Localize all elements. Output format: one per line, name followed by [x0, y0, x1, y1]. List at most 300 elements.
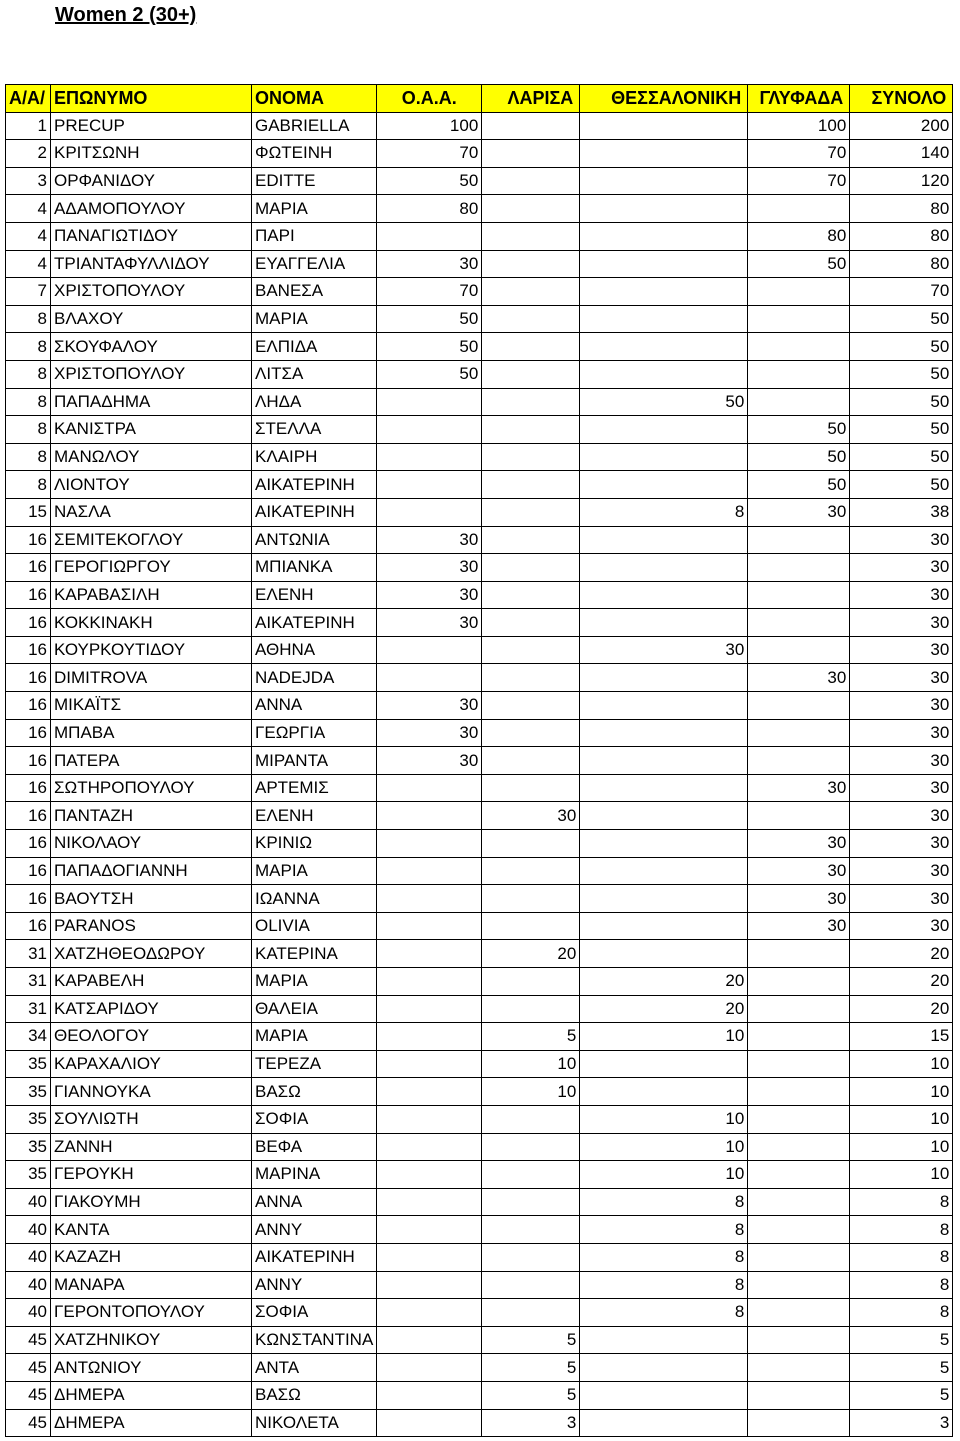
- rank-cell: 8: [6, 360, 51, 388]
- thessaloniki-points-cell: [580, 830, 748, 858]
- thessaloniki-points-cell: [580, 747, 748, 775]
- name-cell: ΦΩΤΕΙΝΗ: [252, 140, 377, 168]
- glyfada-points-cell: [748, 305, 850, 333]
- club-points-cell: [377, 222, 482, 250]
- glyfada-points-cell: 30: [748, 774, 850, 802]
- name-cell: ΑΝΝΑ: [252, 692, 377, 720]
- larisa-points-cell: [482, 388, 580, 416]
- rank-cell: 31: [6, 940, 51, 968]
- larisa-points-cell: [482, 195, 580, 223]
- table-row: [6, 1271, 953, 1299]
- table-row: [6, 443, 953, 471]
- club-points-cell: 30: [377, 609, 482, 637]
- table-row: [6, 968, 953, 996]
- thessaloniki-points-cell: 8: [580, 1243, 748, 1271]
- header-glyfada: ΓΛΥΦΑΔΑ: [748, 85, 850, 113]
- name-cell: ΛΗΔΑ: [252, 388, 377, 416]
- rank-cell: 16: [6, 636, 51, 664]
- club-points-cell: [377, 1023, 482, 1051]
- name-cell: ΓΕΩΡΓΙΑ: [252, 719, 377, 747]
- table-row: [6, 1299, 953, 1327]
- total-points-cell: 10: [850, 1105, 953, 1133]
- thessaloniki-points-cell: [580, 774, 748, 802]
- larisa-points-cell: 20: [482, 940, 580, 968]
- total-points-cell: 30: [850, 526, 953, 554]
- table-row: [6, 471, 953, 499]
- rank-cell: 34: [6, 1023, 51, 1051]
- rank-cell: 4: [6, 222, 51, 250]
- rank-cell: 31: [6, 968, 51, 996]
- table-row: [6, 554, 953, 582]
- glyfada-points-cell: 30: [748, 498, 850, 526]
- thessaloniki-points-cell: 8: [580, 1299, 748, 1327]
- larisa-points-cell: 10: [482, 1078, 580, 1106]
- glyfada-points-cell: 30: [748, 885, 850, 913]
- club-points-cell: 70: [377, 140, 482, 168]
- table-row: [6, 1161, 953, 1189]
- name-cell: ΣΟΦΙΑ: [252, 1299, 377, 1327]
- surname-cell: ΣΚΟΥΦΑΛΟΥ: [51, 333, 252, 361]
- rank-cell: 35: [6, 1105, 51, 1133]
- club-points-cell: [377, 498, 482, 526]
- total-points-cell: 10: [850, 1078, 953, 1106]
- surname-cell: ΚΑΡΑΧΑΛΙΟΥ: [51, 1050, 252, 1078]
- rank-cell: 40: [6, 1271, 51, 1299]
- total-points-cell: 50: [850, 443, 953, 471]
- thessaloniki-points-cell: [580, 112, 748, 140]
- rank-cell: 1: [6, 112, 51, 140]
- table-row: [6, 664, 953, 692]
- header-surname: ΕΠΩΝΥΜΟ: [51, 85, 252, 113]
- thessaloniki-points-cell: [580, 278, 748, 306]
- thessaloniki-points-cell: [580, 664, 748, 692]
- glyfada-points-cell: 50: [748, 250, 850, 278]
- thessaloniki-points-cell: 8: [580, 498, 748, 526]
- table-row: [6, 1188, 953, 1216]
- surname-cell: ΓΕΡΟΓΙΩΡΓΟΥ: [51, 554, 252, 582]
- table-row: [6, 774, 953, 802]
- club-points-cell: 30: [377, 692, 482, 720]
- thessaloniki-points-cell: [580, 250, 748, 278]
- glyfada-points-cell: [748, 609, 850, 637]
- name-cell: ΜΑΡΙΑ: [252, 968, 377, 996]
- header-rank: Α/Α/: [6, 85, 51, 113]
- larisa-points-cell: [482, 1161, 580, 1189]
- total-points-cell: 30: [850, 885, 953, 913]
- glyfada-points-cell: [748, 1299, 850, 1327]
- header-name: ΟΝΟΜΑ: [252, 85, 377, 113]
- name-cell: ΑΙΚΑΤΕΡΙΝΗ: [252, 498, 377, 526]
- glyfada-points-cell: [748, 692, 850, 720]
- thessaloniki-points-cell: [580, 1326, 748, 1354]
- club-points-cell: [377, 857, 482, 885]
- name-cell: ΚΡΙΝΙΩ: [252, 830, 377, 858]
- thessaloniki-points-cell: 20: [580, 995, 748, 1023]
- total-points-cell: 80: [850, 195, 953, 223]
- table-row: [6, 995, 953, 1023]
- total-points-cell: 8: [850, 1271, 953, 1299]
- name-cell: ΑΝΝΥ: [252, 1216, 377, 1244]
- rank-cell: 16: [6, 747, 51, 775]
- larisa-points-cell: 5: [482, 1354, 580, 1382]
- surname-cell: PARANOS: [51, 912, 252, 940]
- club-points-cell: [377, 1161, 482, 1189]
- table-row: [6, 250, 953, 278]
- larisa-points-cell: 3: [482, 1409, 580, 1437]
- name-cell: ΜΙΡΑΝΤΑ: [252, 747, 377, 775]
- total-points-cell: 70: [850, 278, 953, 306]
- rank-cell: 16: [6, 581, 51, 609]
- total-points-cell: 30: [850, 554, 953, 582]
- larisa-points-cell: [482, 526, 580, 554]
- glyfada-points-cell: [748, 1216, 850, 1244]
- thessaloniki-points-cell: [580, 609, 748, 637]
- total-points-cell: 50: [850, 360, 953, 388]
- name-cell: OLIVIA: [252, 912, 377, 940]
- rank-cell: 16: [6, 774, 51, 802]
- larisa-points-cell: 5: [482, 1326, 580, 1354]
- surname-cell: ΧΑΤΖΗΝΙΚΟΥ: [51, 1326, 252, 1354]
- glyfada-points-cell: [748, 1409, 850, 1437]
- name-cell: ΑΝΝΑ: [252, 1188, 377, 1216]
- rank-cell: 40: [6, 1243, 51, 1271]
- thessaloniki-points-cell: [580, 554, 748, 582]
- surname-cell: ΜΙΚΑΪΤΣ: [51, 692, 252, 720]
- name-cell: ΚΛΑΙΡΗ: [252, 443, 377, 471]
- table-row: [6, 222, 953, 250]
- thessaloniki-points-cell: 30: [580, 636, 748, 664]
- rank-cell: 4: [6, 250, 51, 278]
- glyfada-points-cell: [748, 1050, 850, 1078]
- surname-cell: ΜΑΝΩΛΟΥ: [51, 443, 252, 471]
- club-points-cell: 30: [377, 719, 482, 747]
- thessaloniki-points-cell: [580, 305, 748, 333]
- larisa-points-cell: [482, 1188, 580, 1216]
- rank-cell: 8: [6, 388, 51, 416]
- rank-cell: 31: [6, 995, 51, 1023]
- table-row: [6, 609, 953, 637]
- club-points-cell: [377, 1188, 482, 1216]
- glyfada-points-cell: 50: [748, 471, 850, 499]
- club-points-cell: [377, 1326, 482, 1354]
- club-points-cell: [377, 1216, 482, 1244]
- thessaloniki-points-cell: [580, 802, 748, 830]
- rank-cell: 16: [6, 554, 51, 582]
- club-points-cell: [377, 443, 482, 471]
- thessaloniki-points-cell: [580, 333, 748, 361]
- larisa-points-cell: [482, 995, 580, 1023]
- name-cell: ΕΛΠΙΔΑ: [252, 333, 377, 361]
- larisa-points-cell: [482, 112, 580, 140]
- name-cell: ΣΟΦΙΑ: [252, 1105, 377, 1133]
- surname-cell: ΟΡΦΑΝΙΔΟΥ: [51, 167, 252, 195]
- glyfada-points-cell: 100: [748, 112, 850, 140]
- surname-cell: ΚΑΝΤΑ: [51, 1216, 252, 1244]
- name-cell: ΑΝΝΥ: [252, 1271, 377, 1299]
- total-points-cell: 80: [850, 250, 953, 278]
- larisa-points-cell: [482, 1299, 580, 1327]
- surname-cell: ΜΠΑΒΑ: [51, 719, 252, 747]
- club-points-cell: [377, 885, 482, 913]
- total-points-cell: 30: [850, 802, 953, 830]
- glyfada-points-cell: [748, 1326, 850, 1354]
- table-row: [6, 1326, 953, 1354]
- glyfada-points-cell: [748, 995, 850, 1023]
- club-points-cell: 30: [377, 250, 482, 278]
- club-points-cell: [377, 802, 482, 830]
- table-row: [6, 692, 953, 720]
- table-row: [6, 278, 953, 306]
- club-points-cell: [377, 1299, 482, 1327]
- rank-cell: 45: [6, 1326, 51, 1354]
- club-points-cell: [377, 1271, 482, 1299]
- larisa-points-cell: 30: [482, 802, 580, 830]
- surname-cell: ΚΡΙΤΣΩΝΗ: [51, 140, 252, 168]
- club-points-cell: [377, 1050, 482, 1078]
- glyfada-points-cell: 50: [748, 443, 850, 471]
- glyfada-points-cell: [748, 1078, 850, 1106]
- glyfada-points-cell: [748, 802, 850, 830]
- rank-cell: 16: [6, 912, 51, 940]
- club-points-cell: 30: [377, 581, 482, 609]
- total-points-cell: 8: [850, 1299, 953, 1327]
- name-cell: ΠΑΡΙ: [252, 222, 377, 250]
- glyfada-points-cell: 70: [748, 167, 850, 195]
- total-points-cell: 50: [850, 416, 953, 444]
- surname-cell: ΧΡΙΣΤΟΠΟΥΛΟΥ: [51, 278, 252, 306]
- thessaloniki-points-cell: [580, 1409, 748, 1437]
- larisa-points-cell: [482, 222, 580, 250]
- header-thessaloniki: ΘΕΣΣΑΛΟΝΙΚΗ: [580, 85, 748, 113]
- name-cell: ΑΝΤΩΝΙΑ: [252, 526, 377, 554]
- rank-cell: 45: [6, 1381, 51, 1409]
- name-cell: ΣΤΕΛΛΑ: [252, 416, 377, 444]
- surname-cell: ΧΑΤΖΗΘΕΟΔΩΡΟΥ: [51, 940, 252, 968]
- thessaloniki-points-cell: [580, 857, 748, 885]
- club-points-cell: [377, 1381, 482, 1409]
- larisa-points-cell: [482, 140, 580, 168]
- name-cell: ΑΙΚΑΤΕΡΙΝΗ: [252, 471, 377, 499]
- name-cell: ΒΑΣΩ: [252, 1078, 377, 1106]
- table-row: [6, 526, 953, 554]
- surname-cell: ΚΟΥΡΚΟΥΤΙΔΟΥ: [51, 636, 252, 664]
- club-points-cell: [377, 1133, 482, 1161]
- club-points-cell: [377, 1105, 482, 1133]
- larisa-points-cell: [482, 885, 580, 913]
- surname-cell: ΚΑΡΑΒΕΛΗ: [51, 968, 252, 996]
- surname-cell: ΒΑΟΥΤΣΗ: [51, 885, 252, 913]
- table-row: [6, 333, 953, 361]
- club-points-cell: 50: [377, 333, 482, 361]
- surname-cell: ΔΗΜΕΡΑ: [51, 1381, 252, 1409]
- club-points-cell: [377, 995, 482, 1023]
- surname-cell: ΠΑΤΕΡΑ: [51, 747, 252, 775]
- thessaloniki-points-cell: [580, 1078, 748, 1106]
- club-points-cell: [377, 1243, 482, 1271]
- table-row: [6, 885, 953, 913]
- name-cell: ΜΑΡΙΑ: [252, 857, 377, 885]
- thessaloniki-points-cell: 20: [580, 968, 748, 996]
- surname-cell: ΚΑΤΣΑΡΙΔΟΥ: [51, 995, 252, 1023]
- table-row: [6, 1243, 953, 1271]
- larisa-points-cell: [482, 1133, 580, 1161]
- surname-cell: ΑΔΑΜΟΠΟΥΛΟΥ: [51, 195, 252, 223]
- thessaloniki-points-cell: 50: [580, 388, 748, 416]
- total-points-cell: 8: [850, 1243, 953, 1271]
- surname-cell: ΔΗΜΕΡΑ: [51, 1409, 252, 1437]
- table-body: [6, 112, 953, 1437]
- name-cell: ΒΑΝΕΣΑ: [252, 278, 377, 306]
- rank-cell: 16: [6, 802, 51, 830]
- thessaloniki-points-cell: [580, 1381, 748, 1409]
- name-cell: ΑΙΚΑΤΕΡΙΝΗ: [252, 1243, 377, 1271]
- rank-cell: 3: [6, 167, 51, 195]
- glyfada-points-cell: [748, 1023, 850, 1051]
- table-row: [6, 1050, 953, 1078]
- thessaloniki-points-cell: 8: [580, 1188, 748, 1216]
- larisa-points-cell: [482, 857, 580, 885]
- total-points-cell: 50: [850, 388, 953, 416]
- club-points-cell: 30: [377, 554, 482, 582]
- thessaloniki-points-cell: [580, 1050, 748, 1078]
- larisa-points-cell: [482, 747, 580, 775]
- glyfada-points-cell: [748, 1354, 850, 1382]
- surname-cell: ΑΝΤΩΝΙΟΥ: [51, 1354, 252, 1382]
- rank-cell: 16: [6, 609, 51, 637]
- thessaloniki-points-cell: [580, 140, 748, 168]
- table-row: [6, 195, 953, 223]
- rank-cell: 16: [6, 664, 51, 692]
- larisa-points-cell: [482, 250, 580, 278]
- glyfada-points-cell: 50: [748, 416, 850, 444]
- rank-cell: 8: [6, 471, 51, 499]
- name-cell: ΕΥΑΓΓΕΛΙΑ: [252, 250, 377, 278]
- thessaloniki-points-cell: [580, 526, 748, 554]
- total-points-cell: 38: [850, 498, 953, 526]
- glyfada-points-cell: [748, 719, 850, 747]
- club-points-cell: 30: [377, 747, 482, 775]
- larisa-points-cell: [482, 636, 580, 664]
- surname-cell: ΓΕΡΟΥΚΗ: [51, 1161, 252, 1189]
- total-points-cell: 10: [850, 1050, 953, 1078]
- rank-cell: 35: [6, 1161, 51, 1189]
- total-points-cell: 20: [850, 940, 953, 968]
- larisa-points-cell: [482, 774, 580, 802]
- total-points-cell: 30: [850, 636, 953, 664]
- header-club: Ο.Α.Α.: [377, 85, 482, 113]
- larisa-points-cell: [482, 1105, 580, 1133]
- surname-cell: ΓΙΑΝΝΟΥΚΑ: [51, 1078, 252, 1106]
- table-row: [6, 1216, 953, 1244]
- rank-cell: 4: [6, 195, 51, 223]
- name-cell: ΑΙΚΑΤΕΡΙΝΗ: [252, 609, 377, 637]
- total-points-cell: 30: [850, 830, 953, 858]
- name-cell: ΒΑΣΩ: [252, 1381, 377, 1409]
- table-row: [6, 1133, 953, 1161]
- glyfada-points-cell: [748, 1105, 850, 1133]
- total-points-cell: 120: [850, 167, 953, 195]
- name-cell: ΝΙΚΟΛΕΤΑ: [252, 1409, 377, 1437]
- total-points-cell: 8: [850, 1216, 953, 1244]
- club-points-cell: [377, 664, 482, 692]
- larisa-points-cell: 5: [482, 1023, 580, 1051]
- rank-cell: 8: [6, 443, 51, 471]
- larisa-points-cell: [482, 1216, 580, 1244]
- total-points-cell: 50: [850, 333, 953, 361]
- table-row: [6, 112, 953, 140]
- name-cell: NADEJDA: [252, 664, 377, 692]
- larisa-points-cell: [482, 692, 580, 720]
- rank-cell: 40: [6, 1216, 51, 1244]
- larisa-points-cell: [482, 968, 580, 996]
- total-points-cell: 30: [850, 774, 953, 802]
- total-points-cell: 30: [850, 664, 953, 692]
- rank-cell: 15: [6, 498, 51, 526]
- table-row: [6, 1023, 953, 1051]
- club-points-cell: 70: [377, 278, 482, 306]
- page-title: Women 2 (30+): [55, 4, 197, 26]
- table-row: [6, 912, 953, 940]
- table-row: [6, 1105, 953, 1133]
- total-points-cell: 10: [850, 1161, 953, 1189]
- rank-cell: 35: [6, 1078, 51, 1106]
- table-row: [6, 360, 953, 388]
- rank-cell: 8: [6, 333, 51, 361]
- glyfada-points-cell: 80: [748, 222, 850, 250]
- name-cell: GABRIELLA: [252, 112, 377, 140]
- glyfada-points-cell: [748, 526, 850, 554]
- total-points-cell: 8: [850, 1188, 953, 1216]
- total-points-cell: 5: [850, 1354, 953, 1382]
- glyfada-points-cell: [748, 940, 850, 968]
- surname-cell: ΚΑΝΙΣΤΡΑ: [51, 416, 252, 444]
- glyfada-points-cell: 30: [748, 912, 850, 940]
- table-row: [6, 140, 953, 168]
- thessaloniki-points-cell: [580, 719, 748, 747]
- surname-cell: ΚΑΖΑΖΗ: [51, 1243, 252, 1271]
- larisa-points-cell: [482, 1271, 580, 1299]
- larisa-points-cell: [482, 471, 580, 499]
- total-points-cell: 80: [850, 222, 953, 250]
- surname-cell: ΓΕΡΟΝΤΟΠΟΥΛΟΥ: [51, 1299, 252, 1327]
- thessaloniki-points-cell: [580, 416, 748, 444]
- table-row: [6, 940, 953, 968]
- total-points-cell: 20: [850, 968, 953, 996]
- club-points-cell: [377, 471, 482, 499]
- surname-cell: ΠΑΠΑΔΗΜΑ: [51, 388, 252, 416]
- table-row: [6, 636, 953, 664]
- larisa-points-cell: [482, 498, 580, 526]
- glyfada-points-cell: [748, 278, 850, 306]
- surname-cell: ΣΕΜΙΤΕΚΟΓΛΟΥ: [51, 526, 252, 554]
- glyfada-points-cell: [748, 195, 850, 223]
- name-cell: ΜΠΙΑΝΚΑ: [252, 554, 377, 582]
- name-cell: ΘΑΛΕΙΑ: [252, 995, 377, 1023]
- surname-cell: ΒΛΑΧΟΥ: [51, 305, 252, 333]
- glyfada-points-cell: [748, 1381, 850, 1409]
- club-points-cell: 50: [377, 305, 482, 333]
- table-row: [6, 802, 953, 830]
- larisa-points-cell: [482, 360, 580, 388]
- total-points-cell: 200: [850, 112, 953, 140]
- table-row: [6, 305, 953, 333]
- club-points-cell: [377, 940, 482, 968]
- thessaloniki-points-cell: [580, 360, 748, 388]
- header-row: [6, 85, 953, 113]
- larisa-points-cell: [482, 443, 580, 471]
- name-cell: ΜΑΡΙΑ: [252, 1023, 377, 1051]
- total-points-cell: 30: [850, 692, 953, 720]
